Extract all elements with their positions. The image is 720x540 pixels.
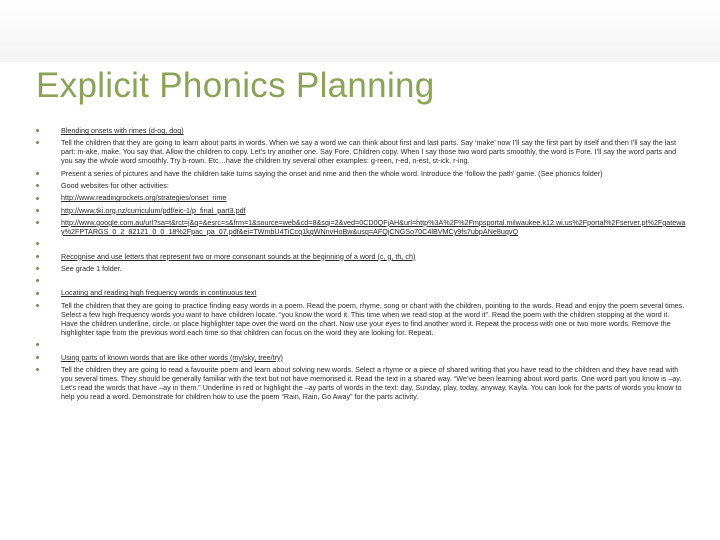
top-gradient-band (0, 0, 720, 62)
bullet-item (36, 264, 686, 273)
bullet-item (36, 252, 686, 261)
bullet-item (36, 288, 686, 297)
websites-label: Good websites for other activities: (61, 181, 169, 191)
bullet-item-empty (36, 340, 686, 349)
bullet-item (36, 193, 686, 202)
page-title: Explicit Phonics Planning (36, 66, 435, 105)
link-tki[interactable]: http://www.tki.org.nz/curriculum/pdf/eic-1/p_final_part3.pdf (61, 205, 246, 215)
bullet-item (36, 126, 686, 135)
heading-blending-onsets: Blending onsets with rimes (d-og, dog) (61, 126, 184, 135)
bullet-item (36, 301, 686, 337)
heading-consonant-sounds: Recognise and use letters that represent two or more consonant sounds at the beginning of a word (c, g, th, ch) (61, 251, 416, 261)
bullet-item (36, 365, 686, 401)
bullet-item (36, 181, 686, 190)
bullet-item (36, 353, 686, 362)
high-frequency-instructions: Tell the children that they are going to practice finding easy words in a poem. Read the poem, rhyme, song or chant with the children, pointing to the words. Read and enjoy the poem several times. Select a few high frequency words you want to have children locate. “you know the word it. This time when we read stop at the word it”. Read the poem with the children stopping at the word it. Have the children underline, circle, or place highlighter tape over the word on the chart. Now use your eyes to find another word it. Repeat the process with one or two more words. Remove the highlighter tape from the previous word each time so that children can focus on the word they are looking for. Repeat. (61, 300, 685, 337)
bullet-list (36, 126, 686, 404)
bullet-item (36, 138, 686, 165)
heading-high-frequency-words: Locating and reading high frequency words in continuous text (61, 288, 257, 298)
bullet-item (36, 206, 686, 215)
link-google-redirect[interactable]: http://www.google.com.au/url?sa=t&rct=j&q=&esrc=s&frm=1&source=web&cd=8&sqi=2&ved=0CD0QFjAH&url=http%3A%2F%2Fmpsportal.milwaukee.k12.wi.us%2Fportal%2Fserver.pt%2Fgateway%2FPTARGS_0_2_82121_0_0_18%2Fpac_pa_07.pdf&ei=TWmbU4TiCcq1kgWNnvHoBw&usg=AFQjCNGSo70C4lBVMCy9fs7ubpANe8uqvQ (61, 217, 686, 236)
link-readingrockets[interactable]: http://www.readingrockets.org/strategies/onset_rime (61, 193, 227, 203)
blending-instructions: Tell the children that they are going to learn about parts in words. When we say a word we can think about first and last parts. Say ‘make’ now I’ll say the first part by itself and then I’ll say the last part: m-ake, make. You say that. Allow the children to copy. Let’s try another one. Say Fore. Children copy. When I say those two word parts smoothly, the word is Fore. I’ll say the word parts and you say the whole word smoothly. Try b-rown. Etc…have the children try several other examples: g-reen, r-ed, n-est, st-ick, r-ing. (61, 138, 677, 166)
bullet-item-empty (36, 276, 686, 285)
grade-folder-note: See grade 1 folder. (61, 263, 122, 273)
picture-series-instructions: Present a series of pictures and have the children take turns saying the onset and rime and then the whole word. Introduce the ‘follow the path’ game. (See phonics folder) (61, 168, 603, 178)
bullet-item (36, 218, 686, 236)
heading-known-word-parts: Using parts of known words that are like other words (my/sky, tree/try) (61, 352, 283, 362)
bullet-item-empty (36, 239, 686, 248)
word-parts-instructions: Tell the children they are going to read a favourite poem and learn about solving new words. Select a rhyme or a piece of shared writing that you have read to the children and they have read with you several times. They should be generally familiar with the text but not have memorised it. Read the text in a shared way. “We’ve been learning about word parts. One word part you know is –ay. Let’s read the words that have –ay in them.” Underline in red or highlight the –ay parts of words in the text: day, Sunday, play, today, anyway, Kayla. You can look for the parts of words you know to help you read a word. Demonstrate for children how to use the poem “Rain, Rain, Go Away” for the parts activity. (61, 364, 682, 402)
bullet-item (36, 169, 686, 178)
